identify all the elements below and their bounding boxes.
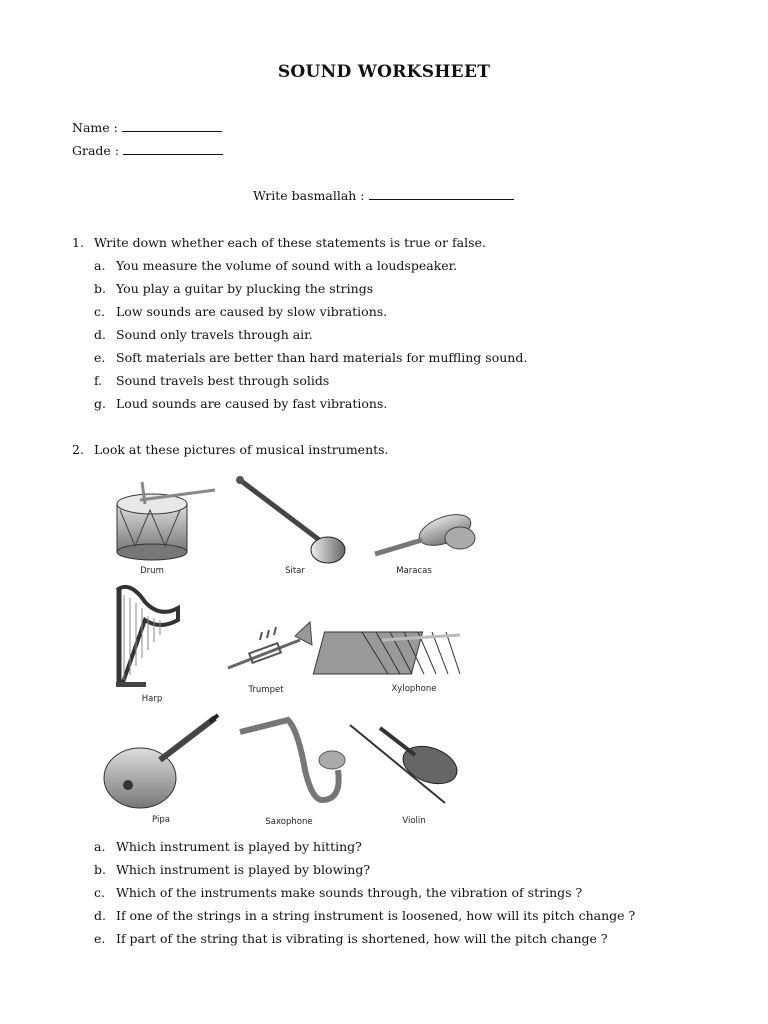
pipa-icon xyxy=(104,715,218,808)
trumpet-icon xyxy=(228,622,312,668)
q2-item-letter: c. xyxy=(94,885,105,900)
q1-number: 1. xyxy=(72,235,84,250)
instrument-caption: Sitar xyxy=(285,566,305,576)
instrument-caption: Saxophone xyxy=(265,817,313,827)
q2-item-letter: a. xyxy=(94,839,106,854)
basmallah-row xyxy=(253,188,514,203)
q1-item: Loud sounds are caused by fast vibrations. xyxy=(116,396,388,411)
q1-item-letter: e. xyxy=(94,350,106,365)
q2-item-letter: b. xyxy=(94,862,106,877)
q1-item-letter: d. xyxy=(94,327,106,342)
q2-item-letter: d. xyxy=(94,908,106,923)
violin-icon xyxy=(350,725,462,803)
q2-item-letter: e. xyxy=(94,931,106,946)
q2-item: Which of the instruments make sounds through, the vibration of strings ? xyxy=(116,885,583,900)
instrument-caption: Xylophone xyxy=(391,684,437,694)
sitar-icon xyxy=(236,476,345,563)
q1-item-letter: f. xyxy=(94,373,103,388)
q1-text: Write down whether each of these statements is true or false. xyxy=(94,235,486,250)
q1-item-letter: a. xyxy=(94,258,106,273)
q2-text: Look at these pictures of musical instruments. xyxy=(94,442,389,457)
q1-item-letter: b. xyxy=(94,281,106,296)
harp-icon xyxy=(116,587,178,687)
q1-item-letter: g. xyxy=(94,396,106,411)
instruments-picture xyxy=(100,470,480,830)
q1-item: Sound travels best through solids xyxy=(116,373,330,388)
q1-item: You measure the volume of sound with a loudspeaker. xyxy=(116,258,458,273)
q1-item: Sound only travels through air. xyxy=(116,327,313,342)
q2-item: Which instrument is played by blowing? xyxy=(116,862,371,877)
q1-item: Soft materials are better than hard materials for muffling sound. xyxy=(116,350,528,365)
saxophone-icon xyxy=(240,720,345,800)
name-label: Name : xyxy=(72,120,118,135)
grade-blank[interactable] xyxy=(123,143,223,155)
basmallah-blank[interactable] xyxy=(369,188,514,200)
q1-item: Low sounds are caused by slow vibrations. xyxy=(116,304,388,319)
name-blank[interactable] xyxy=(122,120,222,132)
name-row xyxy=(72,120,222,135)
instrument-caption: Pipa xyxy=(152,815,170,825)
q2-item: Which instrument is played by hitting? xyxy=(116,839,362,854)
instrument-caption: Drum xyxy=(140,566,164,576)
q1-item: You play a guitar by plucking the strings xyxy=(116,281,374,296)
basmallah-label: Write basmallah : xyxy=(253,188,365,203)
instrument-caption: Trumpet xyxy=(248,685,284,695)
grade-row xyxy=(72,143,223,158)
maracas-icon xyxy=(375,509,475,554)
worksheet-title: SOUND WORKSHEET xyxy=(277,62,491,82)
q1-item-letter: c. xyxy=(94,304,105,319)
q2-item: If one of the strings in a string instrument is loosened, how will its pitch change ? xyxy=(116,908,636,923)
xylophone-icon xyxy=(313,632,460,674)
grade-label: Grade : xyxy=(72,143,119,158)
instrument-caption: Violin xyxy=(402,816,426,826)
drum-icon xyxy=(117,482,215,560)
q2-number: 2. xyxy=(72,442,84,457)
q2-item: If part of the string that is vibrating is shortened, how will the pitch change ? xyxy=(116,931,608,946)
instrument-caption: Harp xyxy=(141,694,163,704)
instrument-caption: Maracas xyxy=(396,566,432,576)
